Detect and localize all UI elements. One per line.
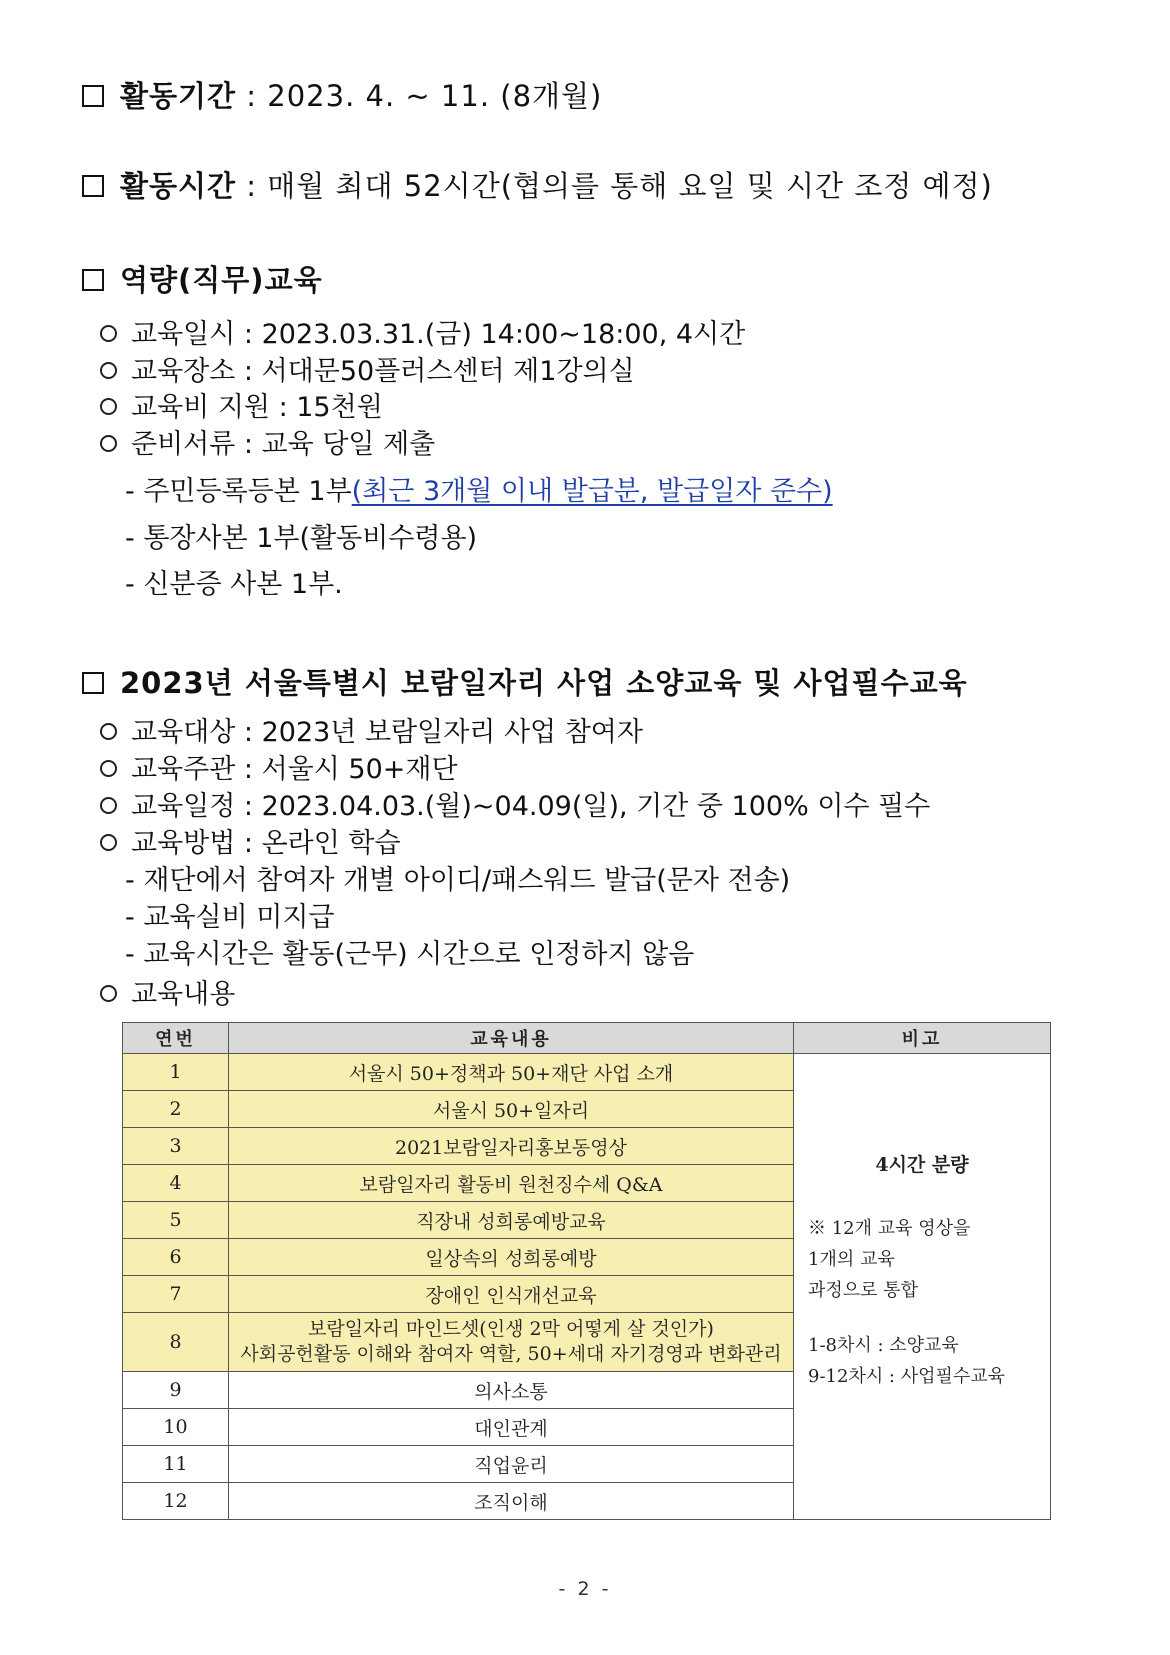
row-content-line: 사회공헌활동 이해와 참여자 역할, 50+세대 자기경영과 변화관리: [240, 1343, 782, 1365]
checkbox-square-icon: [82, 85, 104, 107]
training-item-date-text: 교육일시 : 2023.03.31.(금) 14:00~18:00, 4시간: [131, 319, 746, 350]
doc-bankbook: - 통장사본 1부(활동비수령용): [125, 523, 478, 554]
doc-id-card: - 신분증 사본 1부.: [125, 569, 343, 600]
bullet-circle-icon: [100, 325, 117, 342]
section-seoul-training: [82, 665, 968, 701]
table-header-row: [123, 1023, 1051, 1054]
seoul-sub-account: - 재단에서 참여자 개별 아이디/패스워드 발급(문자 전송): [125, 865, 791, 896]
bullet-circle-icon: [100, 797, 117, 814]
row-content: [229, 1313, 794, 1372]
seoul-item-target: [100, 716, 643, 750]
training-item-docs: [100, 428, 435, 462]
row-content: 일상속의 성희롱예방: [229, 1239, 794, 1276]
seoul-item-target-text: 교육대상 : 2023년 보람일자리 사업 참여자: [131, 717, 643, 748]
seoul-item-host-text: 교육주관 : 서울시 50+재단: [131, 754, 458, 785]
row-content: 의사소통: [229, 1372, 794, 1409]
row-content: 조직이해: [229, 1483, 794, 1520]
checkbox-square-icon: [82, 175, 104, 197]
row-no: 1: [123, 1054, 229, 1091]
header-note: 비고: [794, 1023, 1051, 1054]
training-item-place: [100, 355, 635, 389]
row-no: 7: [123, 1276, 229, 1313]
seoul-sub-not-work-hours: - 교육시간은 활동(근무) 시간으로 인정하지 않음: [125, 939, 695, 970]
doc-resident-register: [125, 475, 833, 509]
bullet-circle-icon: [100, 985, 117, 1002]
row-content: 2021보람일자리홍보동영상: [229, 1128, 794, 1165]
row-no: 12: [123, 1483, 229, 1520]
seoul-item-content-text: 교육내용: [131, 979, 236, 1010]
row-no: 3: [123, 1128, 229, 1165]
seoul-item-schedule-text: 교육일정 : 2023.04.03.(월)~04.09(일), 기간 중 100% 이수 필수: [131, 791, 931, 822]
row-content: 대인관계: [229, 1409, 794, 1446]
section-hours-label: 활동시간: [120, 169, 237, 203]
seoul-item-method-text: 교육방법 : 온라인 학습: [131, 828, 401, 859]
bullet-circle-icon: [100, 435, 117, 452]
bullet-circle-icon: [100, 398, 117, 415]
seoul-item-content: [100, 978, 235, 1012]
doc-resident-register-note: (최근 3개월 이내 발급분, 발급일자 준수): [351, 476, 833, 507]
note-line: 과정으로 통합: [808, 1280, 919, 1301]
section-hours: [82, 168, 993, 204]
row-no: 10: [123, 1409, 229, 1446]
section-hours-separator: :: [236, 169, 268, 203]
header-content: 교육내용: [229, 1023, 794, 1054]
training-item-fee-text: 교육비 지원 : 15천원: [131, 392, 383, 423]
note-line: 1개의 교육: [808, 1249, 895, 1270]
training-item-place-text: 교육장소 : 서대문50플러스센터 제1강의실: [131, 356, 635, 387]
section-period: [82, 78, 602, 114]
note-line: 9-12차시 : 사업필수교육: [808, 1366, 1006, 1387]
page-number: - 2 -: [558, 1578, 612, 1600]
section-period-value: 2023. 4. ~ 11. (8개월): [267, 79, 603, 113]
section-seoul-training-label: 2023년 서울특별시 보람일자리 사업 소양교육 및 사업필수교육: [120, 666, 968, 700]
seoul-item-schedule: [100, 790, 930, 824]
seoul-item-method: [100, 827, 401, 861]
bullet-circle-icon: [100, 760, 117, 777]
bullet-circle-icon: [100, 834, 117, 851]
row-content: 서울시 50+정책과 50+재단 사업 소개: [229, 1054, 794, 1091]
row-no: 8: [123, 1313, 229, 1372]
row-content-line: 보람일자리 마인드셋(인생 2막 어떻게 살 것인가): [308, 1318, 714, 1340]
section-training: [82, 262, 323, 298]
section-period-label: 활동기간: [120, 79, 237, 113]
section-period-separator: :: [236, 79, 268, 113]
row-content: 장애인 인식개선교육: [229, 1276, 794, 1313]
training-item-fee: [100, 391, 383, 425]
training-item-date: [100, 318, 745, 352]
note-line: ※ 12개 교육 영상을: [808, 1218, 971, 1239]
row-no: 6: [123, 1239, 229, 1276]
note-title: 4시간 분량: [875, 1154, 969, 1176]
row-no: 4: [123, 1165, 229, 1202]
row-content: 직장내 성희롱예방교육: [229, 1202, 794, 1239]
table-note-cell: [794, 1054, 1051, 1520]
education-table: [122, 1022, 1051, 1520]
bullet-circle-icon: [100, 362, 117, 379]
section-hours-value: 매월 최대 52시간(협의를 통해 요일 및 시간 조정 예정): [267, 169, 993, 203]
row-no: 9: [123, 1372, 229, 1409]
row-no: 5: [123, 1202, 229, 1239]
row-content: 직업윤리: [229, 1446, 794, 1483]
header-no: 연번: [123, 1023, 229, 1054]
row-no: 11: [123, 1446, 229, 1483]
row-no: 2: [123, 1091, 229, 1128]
seoul-item-host: [100, 753, 458, 787]
seoul-sub-no-pay: - 교육실비 미지급: [125, 902, 335, 933]
checkbox-square-icon: [82, 269, 104, 291]
table-row: [123, 1054, 1051, 1091]
row-content: 서울시 50+일자리: [229, 1091, 794, 1128]
training-item-docs-text: 준비서류 : 교육 당일 제출: [131, 429, 436, 460]
section-training-label: 역량(직무)교육: [120, 263, 323, 297]
doc-resident-register-text: - 주민등록등본 1부: [125, 476, 352, 507]
note-line: 1-8차시 : 소양교육: [808, 1335, 959, 1356]
bullet-circle-icon: [100, 723, 117, 740]
checkbox-square-icon: [82, 672, 104, 694]
row-content: 보람일자리 활동비 원천징수세 Q&A: [229, 1165, 794, 1202]
